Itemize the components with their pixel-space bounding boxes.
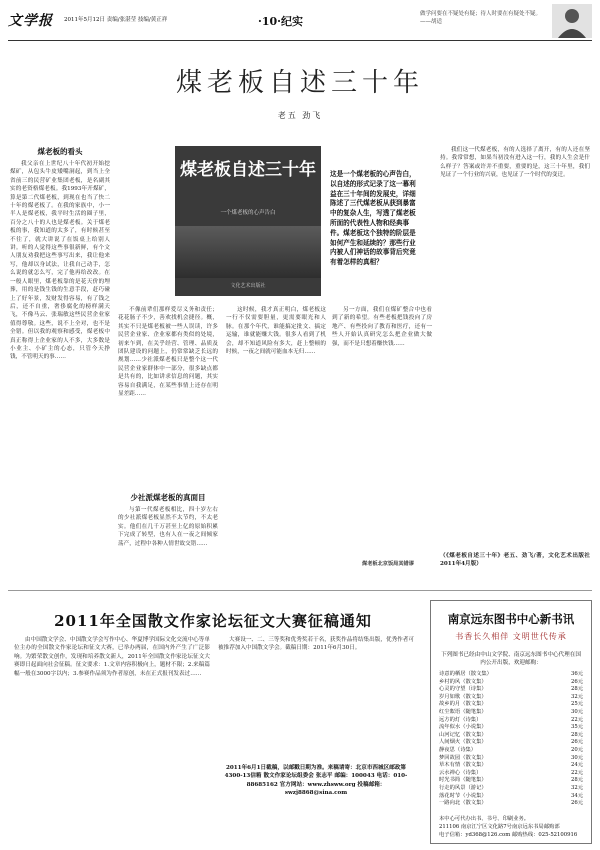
book-row bbox=[439, 747, 583, 755]
book-cover-image bbox=[175, 146, 321, 296]
newspaper-logo: 文学报 bbox=[8, 13, 53, 29]
book-price: 26元 bbox=[570, 739, 583, 746]
book-name: 一路向北（散文集） bbox=[439, 800, 487, 807]
ad-intro: 下列图书已经由中山文学院、南京远东图书中心代理在国内公开出版，欢迎邮购： bbox=[441, 652, 581, 667]
section-subhead-2: 少社派煤老板的真面目 bbox=[130, 493, 206, 502]
paragraph: 我父亲在上世纪八十年代初开始挖煤矿，从包头牛皮矮嘴洞起，到当上全省前三的民营矿业集团老板，是名副其实的老资格煤老板。我1993年开煤矿，算是第二代煤老板，到现在也当了快二十年的煤老板了。在我的家族中，小一半人是煤老板，我平时生活的圈子里，百分之八十的人也是煤老板。关于煤老板的事，我知道的太多了，有时候甚至不往了，就大讲说了在饭桌上给别人讲。听的人觉得这些事很新鲜，有个文人朋友劝我把这些事写出来，我让他来写，他却以身试法，让我自己动手，怎么说的就怎么写，完了他再给改改。在一般人眼里，煤老板靠的是花天价的埋葬，用的是钱生钱的生意手段，赶巧碰上了好年景，发财发得容易，有了钱之后，还不自重，奢侈腐化的榜样满天飞，不像马云、张瑞敏这些民营企业家值得尊敬。这些，说不上全对，也不是全错。但以我的观察和感受，煤老板中真正称得上企业家的人不多，大多数是小业主、小矿主的心态，只管今天挣钱，不管明天的事…… bbox=[10, 161, 110, 361]
book-name: 岁月如歌（散文集） bbox=[439, 693, 487, 700]
article-headline: 煤老板自述三十年 bbox=[175, 68, 424, 98]
cover-photo bbox=[175, 226, 321, 278]
book-price: 26元 bbox=[570, 800, 583, 807]
book-price: 24元 bbox=[570, 762, 583, 769]
portrait-icon bbox=[552, 4, 592, 38]
book-row bbox=[439, 701, 583, 709]
notice-title: 2011年全国散文作家论坛征文大赛征稿通知 bbox=[54, 612, 372, 630]
author-portrait bbox=[552, 4, 592, 38]
article-column-4 bbox=[332, 306, 432, 572]
book-price: 25元 bbox=[570, 701, 583, 708]
book-name: 流年似水（小说集） bbox=[439, 724, 487, 731]
book-price: 32元 bbox=[570, 784, 583, 791]
ad-book-list bbox=[439, 671, 583, 808]
paragraph: 大赛设一、二、三等奖和优秀奖若干名，获奖作品将结集出版，优秀作者可被推荐加入中国散文学会。截稿日期：2011年6月30日。 bbox=[218, 637, 414, 652]
book-name: 静夜思（诗集） bbox=[439, 746, 477, 753]
issue-line: 2011年5月12日 责编/张湛莹 技编/黄正祥 bbox=[64, 17, 168, 23]
book-price: 20元 bbox=[570, 746, 583, 753]
page-tag: ·10·纪实 bbox=[258, 15, 303, 28]
section-subhead: 煤老板的看头 bbox=[37, 147, 83, 156]
book-row bbox=[439, 686, 583, 694]
book-name: 远方的灯（诗集） bbox=[439, 716, 482, 723]
masthead bbox=[8, 4, 592, 38]
book-price: 28元 bbox=[570, 777, 583, 784]
book-price: 26元 bbox=[570, 678, 583, 685]
ad-slogan: 书香长久相伴 文明世代传承 bbox=[455, 632, 567, 641]
book-name: 故乡的月（散文集） bbox=[439, 701, 487, 708]
book-row bbox=[439, 739, 583, 747]
book-name: 时光书简（随笔集） bbox=[439, 777, 487, 784]
paragraph: 我们这一代煤老板，有的人选择了离开，有的人还在坚持。我常常想，如果当初没有进入这一行，我的人生会是什么样子？答案或许并不重要，重要的是，这三十年里，我们见证了一个行业的兴衰，也见证了一个时代的变迁。 bbox=[440, 147, 590, 179]
ad-footer-line: 电子信箱：yd368@126.com 邮购热线：025-52100916 bbox=[439, 832, 578, 838]
book-source: （《煤老板自述三十年》老五、劲飞/著，文化艺术出版社2011年4月版） bbox=[440, 553, 590, 568]
ad-footer bbox=[439, 815, 583, 839]
book-name: 乡村的风（散文集） bbox=[439, 678, 487, 685]
book-row bbox=[439, 671, 583, 679]
paragraph: 与第一代煤老板相比，四十岁左右的少社派煤老板显然不太节约，不太老实。他们在几千万甚至上亿的原始积累下完成了转型，也有人在一夜之间倾家荡产，过程中各种人情世故交错…… bbox=[118, 507, 218, 547]
book-row bbox=[439, 800, 583, 808]
book-price: 22元 bbox=[570, 769, 583, 776]
book-row bbox=[439, 755, 583, 763]
cover-publisher: 文化艺术出版社 bbox=[230, 283, 266, 289]
book-name: 红尘絮语（随笔集） bbox=[439, 708, 487, 715]
paragraph: 这时候，我才真正明白，煤老板这一行不仅需要胆量，更需要眼光和人脉。在那个年代，谁能搞定批文、搞定运输，谁就能赚大钱。很多人看到了机会，却不知道风险有多大，赶上整顿的时候，一夜之间就可能血本无归…… bbox=[226, 307, 326, 356]
article-column-5 bbox=[440, 146, 590, 546]
notice-body-right bbox=[218, 636, 414, 760]
book-row bbox=[439, 724, 583, 732]
book-name: 人间烟火（散文集） bbox=[439, 739, 487, 746]
paragraph: 由中国散文学会、中国散文学会写作中心、华夏博学国际文化交流中心等单位主办的全国散文作家论坛和征文大赛，已举办两届，在国内外产生了广泛影响。为繁荣散文创作，发现和培养散文新人，2011年全国散文作家论坛征文大赛即日起面向社会征稿。征文要求：1.文章内容积极向上，题材不限；2.来稿篇幅一般在3000字以内；3.参赛作品须为作者原创，未在正式报刊发表过…… bbox=[14, 637, 210, 677]
book-name: 行走的风景（游记） bbox=[439, 784, 487, 791]
book-row bbox=[439, 777, 583, 785]
masthead-rule bbox=[8, 40, 592, 41]
ad-title: 南京远东图书中心新书讯 bbox=[447, 612, 575, 626]
cover-title: 煤老板自述三十年 bbox=[180, 160, 316, 180]
book-name: 草木有情（散文集） bbox=[439, 762, 487, 769]
book-price: 28元 bbox=[570, 686, 583, 693]
book-price: 36元 bbox=[570, 671, 583, 677]
paragraph: 另一方面，我们在煤矿整合中也看到了新的希望。有些老板把钱投向了房地产、有些投向了教育和医疗，还有一些人开始认真研究怎么把企业做大做强，而不是只想着赚快钱…… bbox=[332, 307, 432, 347]
book-name: 诗意的栖居（散文集） bbox=[439, 671, 492, 677]
book-row bbox=[439, 709, 583, 717]
book-row bbox=[439, 785, 583, 793]
book-price: 30元 bbox=[570, 708, 583, 715]
cover-subtitle: 一个煤老板的心声告白 bbox=[220, 210, 276, 216]
book-price: 32元 bbox=[570, 693, 583, 700]
book-price: 30元 bbox=[570, 754, 583, 761]
book-price: 28元 bbox=[570, 731, 583, 738]
article-intro: 这是一个煤老板的心声告白，以自述的形式记录了这一幕利益在三十年间的发展史，详细陈述了三代煤老板从获到暴富中的复杂人生，写透了煤老板所面的代表性人物和经典事件。煤老板这个独特的阶层是如何产生和延续的？那些行业内被人们神话的故事背后究竟有着怎样的真相？ bbox=[330, 170, 416, 267]
article-column-2b bbox=[118, 506, 218, 572]
book-price: 22元 bbox=[570, 716, 583, 723]
header-quote: 做学问要在不疑处有疑；待人时要在有疑处不疑。 ——胡适 bbox=[420, 11, 542, 25]
article-column-3 bbox=[226, 306, 326, 572]
paragraph: 不像前辈们那样爱尽义务和责任；花花肠子不少，善欢找机会捷径。概，其实不只是煤老板被一些人误读，许多民营企业家、企业家都有类似的处境，初来乍到，在关乎经营、管理、品质及团队建设的问题上，仍常常缺乏长远的规划……少社派煤老板只是整个这一代民营企业家群体中一部分，很多缺点都是共有的，比如讲求信息的问题，其实容易自我满足，在某些事情上还存在明显差距…… bbox=[118, 307, 218, 398]
ad-footer-line: 211106 南京江宁区文化路7号南京远东书局邮购部 bbox=[439, 824, 560, 830]
article-column-2 bbox=[118, 306, 218, 484]
photo-caption: 煤老板北京饭局其错谬 bbox=[362, 561, 414, 567]
ad-footer-line: 本中心可代办出书、书号、印刷业务。 bbox=[439, 816, 530, 822]
article-column-1 bbox=[10, 160, 110, 572]
section-divider bbox=[8, 590, 592, 591]
book-row bbox=[439, 793, 583, 801]
book-price: 34元 bbox=[570, 792, 583, 799]
notice-footer: 2011年6月1日截稿，以邮戳日期为准。来稿请寄：北京市西城区邮政第4300-13信箱 散文作家论坛组委会 张志平 邮编：100043 电话：010-88685162 官方网站：www.zhsww.org 投稿邮箱：swzj8868@sina.com bbox=[224, 765, 408, 797]
article-byline: 老五 劲飞 bbox=[277, 111, 323, 120]
book-row bbox=[439, 762, 583, 770]
book-name: 云水禅心（诗集） bbox=[439, 769, 482, 776]
book-price: 35元 bbox=[570, 724, 583, 731]
book-name: 梦回故园（散文集） bbox=[439, 754, 487, 761]
bookstore-ad bbox=[430, 600, 592, 844]
book-name: 落花时节（小说集） bbox=[439, 792, 487, 799]
book-name: 心灵的守望（诗集） bbox=[439, 686, 487, 693]
notice-body-left bbox=[14, 636, 210, 814]
book-name: 山河记忆（散文集） bbox=[439, 731, 487, 738]
